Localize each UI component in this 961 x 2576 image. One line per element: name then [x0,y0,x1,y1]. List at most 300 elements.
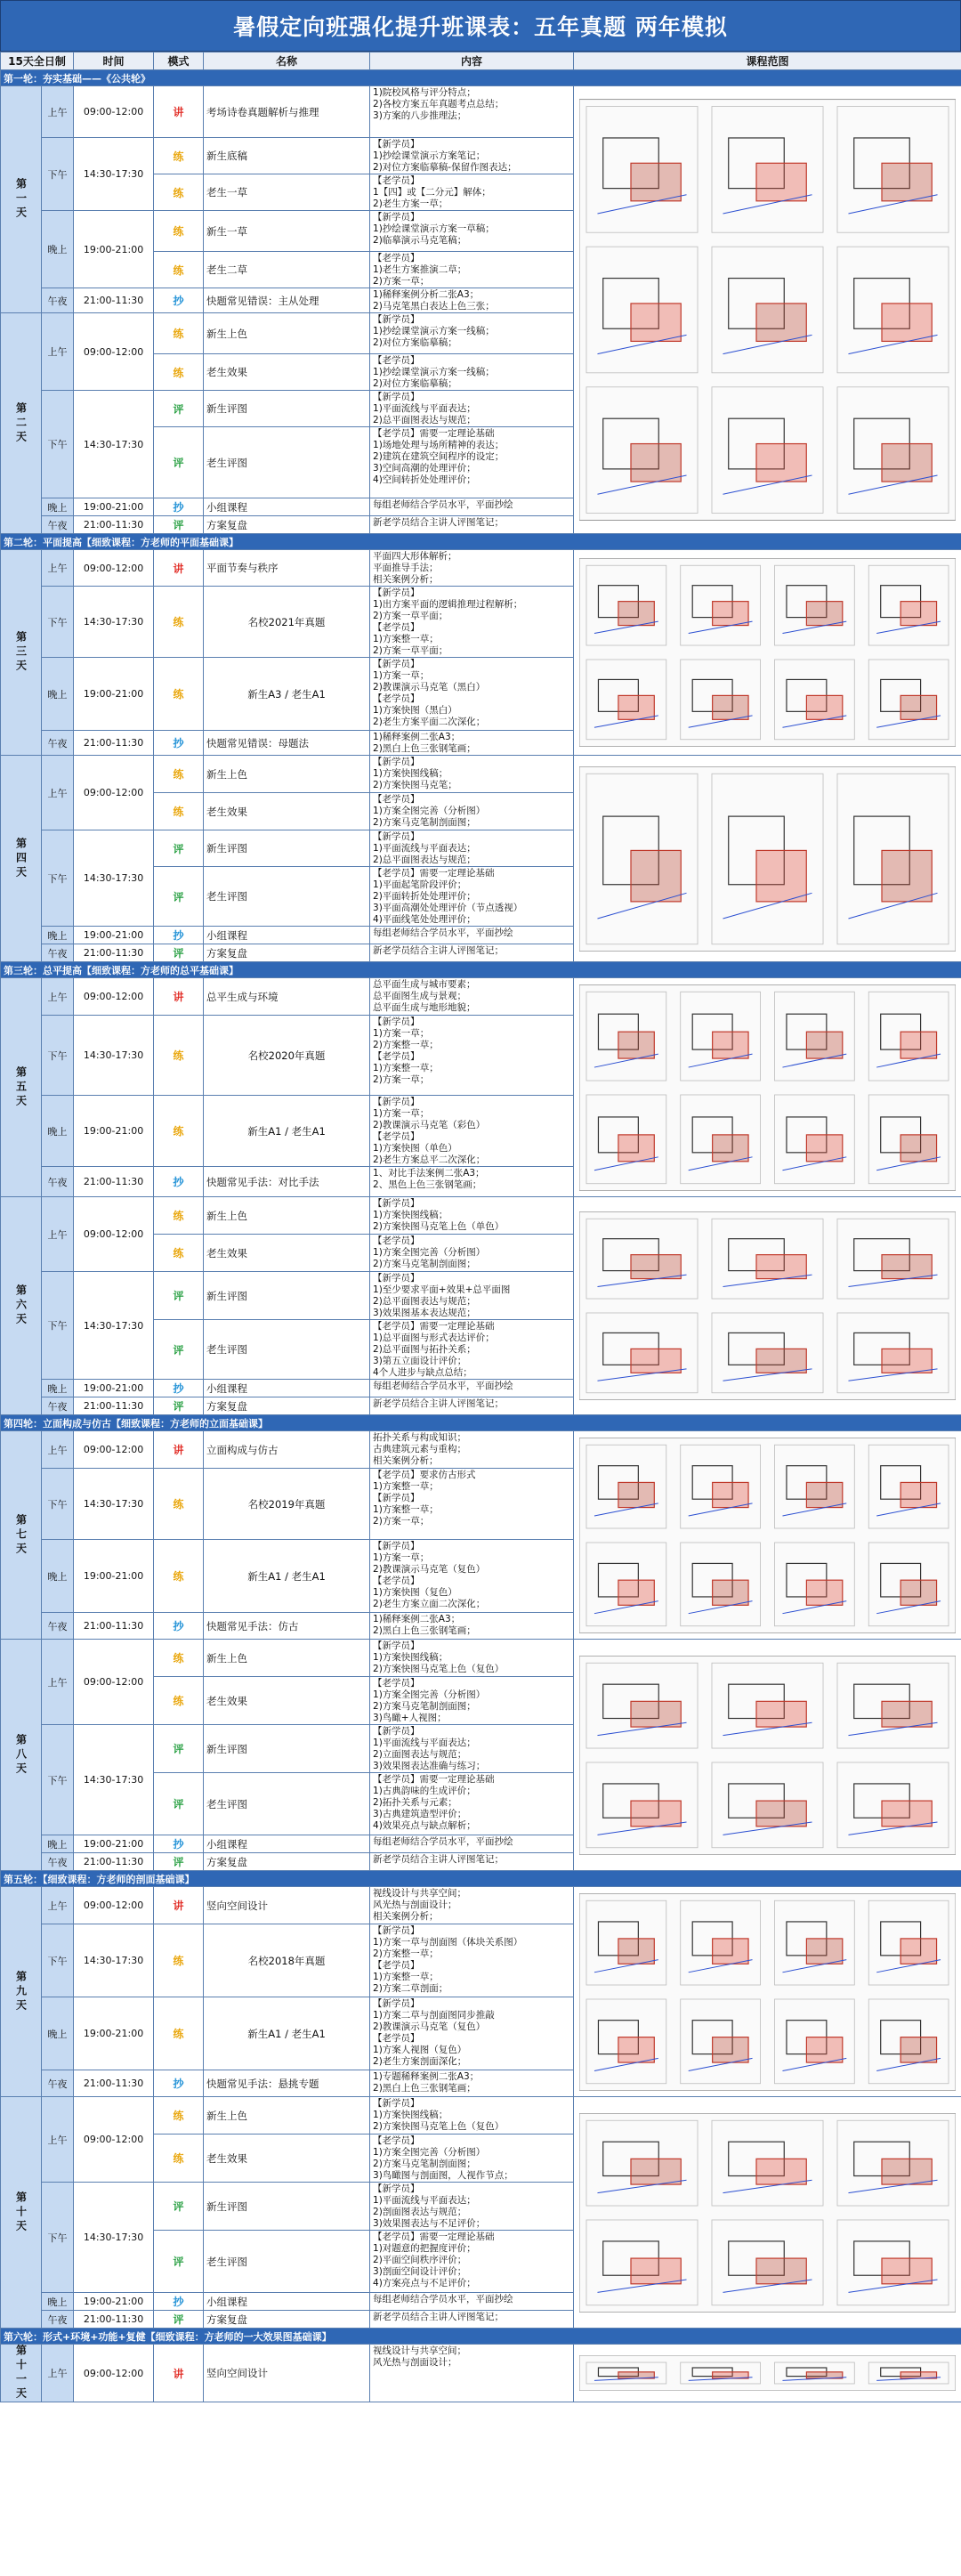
time-range: 21:00-11:30 [74,516,154,534]
day-label: 第四天 [1,756,42,962]
time-range: 14:30-17:30 [74,587,154,658]
mode-badge: 讲 [154,550,204,587]
course-content: 【老学员】需要一定理论基础 1)场地处理与场所精神的表达； 2)建筑在建筑空间程序的设定； 3)空间高潮的处理评价； 4)空间转折处处理评价； [370,427,574,498]
mode-badge: 练 [154,756,204,793]
mode-badge: 练 [154,354,204,391]
period-label: 晚上 [42,1096,74,1167]
mode-badge: 讲 [154,1887,204,1924]
time-range: 14:30-17:30 [74,391,154,498]
course-sample-image [574,2345,961,2402]
course-content: 每组老师结合学员水平，平面抄绘 [370,498,574,516]
mode-badge: 练 [154,658,204,731]
course-name: 新生上色 [204,2097,370,2135]
course-name: 新生上色 [204,1640,370,1677]
section-row [1,1871,961,1887]
course-name: 名校2021年真题 [204,587,370,658]
time-range: 21:00-11:30 [74,944,154,962]
course-content: 【老学员】 1)方案全图完善（分析图） 2)方案马克笔制剖面图； 3)鸟瞰图与剖面图，人视作节点； [370,2135,574,2183]
period-label: 上午 [42,2345,74,2402]
mode-badge: 练 [154,1469,204,1540]
day-label: 第十天 [1,2097,42,2329]
course-content: 1)专题稀释案例二张A3； 2)黑白上色三张钢笔画； [370,2070,574,2097]
course-content: 【新学员】 1)方案快图线稿； 2)方案快图马克笔； [370,756,574,793]
period-label: 上午 [42,1887,74,1924]
mode-badge: 评 [154,1725,204,1773]
course-sample-image [574,86,961,534]
period-label: 下午 [42,1016,74,1096]
period-label: 下午 [42,830,74,927]
course-name: 新生A1 / 老生A1 [204,1096,370,1167]
time-range: 09:00-12:00 [74,756,154,830]
sketch-drawing [579,99,956,521]
course-sample-image [574,1197,961,1415]
course-content: 【新学员】 1)方案一草； 2)教课演示马克笔（黑白） 【老学员】 1)方案快图（黑白） 2)老生方案平面二次深化； [370,658,574,731]
course-content: 【老学员】 1)方案全图完善（分析图） 2)方案马克笔制剖面图； [370,1235,574,1272]
course-name: 新生上色 [204,313,370,354]
course-content: 视线设计与共享空间； 风光热与剖面设计； [370,2345,574,2402]
course-content: 【新学员】 1)抄绘课堂演示方案笔记； 2)对位方案临摹稿-保留作图表达； [370,138,574,174]
time-range: 19:00-21:00 [74,1997,154,2070]
mode-badge: 抄 [154,1835,204,1853]
course-content: 每组老师结合学员水平，平面抄绘 [370,2293,574,2311]
time-range: 14:30-17:30 [74,1272,154,1380]
course-name: 新生A1 / 老生A1 [204,1997,370,2070]
time-range: 09:00-12:00 [74,86,154,138]
course-name: 名校2020年真题 [204,1016,370,1096]
sketch-drawing [579,766,956,952]
mode-badge: 抄 [154,731,204,756]
mode-badge: 讲 [154,978,204,1016]
course-name: 老生效果 [204,793,370,830]
course-name: 老生评图 [204,427,370,498]
course-name: 小组课程 [204,927,370,944]
time-range: 09:00-12:00 [74,1887,154,1924]
mode-badge: 练 [154,1016,204,1096]
course-sample-image [574,1431,961,1640]
course-name: 老生效果 [204,354,370,391]
period-label: 午夜 [42,1167,74,1197]
mode-badge: 抄 [154,288,204,313]
course-content: 1)院校风格与评分特点； 2)各校方案五年真题考点总结； 3)方案的八步推理法； [370,86,574,138]
day-label: 第三天 [1,550,42,756]
section-row [1,1415,961,1431]
time-range: 21:00-11:30 [74,1397,154,1415]
course-name: 竖向空间设计 [204,1887,370,1924]
mode-badge: 评 [154,516,204,534]
course-content: 【新学员】 1)出方案平面的逻辑推理过程解析； 2)方案一草平面； 【老学员】 1)方案整一草； 2)方案一草平面； [370,587,574,658]
mode-badge: 评 [154,1272,204,1320]
course-sample-image [574,1640,961,1871]
course-name: 小组课程 [204,498,370,516]
mode-badge: 抄 [154,2070,204,2097]
header-name: 名称 [204,53,370,70]
course-name: 方案复盘 [204,944,370,962]
period-label: 晚上 [42,1380,74,1397]
course-name: 新生上色 [204,756,370,793]
course-content: 【老学员】 1)老生方案推演二草； 2)方案一草； [370,252,574,288]
period-label: 午夜 [42,1397,74,1415]
period-label: 下午 [42,1725,74,1835]
mode-badge: 评 [154,2231,204,2293]
course-content: 【老学员】需要一定理论基础 1)总平面图与形式表达评价； 2)总平面图与拓扑关系； 3)第五立面设计评价； 4个人进步与缺点总结； [370,1320,574,1380]
time-range: 09:00-12:00 [74,1640,154,1725]
time-range: 09:00-12:00 [74,313,154,391]
course-content: 【老学员】需要一定理论基础 1)古典韵味的生成评价； 2)拓扑关系与元素； 3)古典建筑造型评价； 4)效果亮点与缺点解析； [370,1773,574,1835]
day-label: 第八天 [1,1640,42,1871]
day-label: 第一天 [1,86,42,313]
mode-badge: 练 [154,1997,204,2070]
time-range: 21:00-11:30 [74,2311,154,2329]
course-content: 【老学员】 1)方案全图完善（分析图） 2)方案马克笔制剖面图； 3)鸟瞰+人视图； [370,1677,574,1725]
period-label: 上午 [42,1640,74,1725]
time-range: 09:00-12:00 [74,1431,154,1469]
mode-badge: 讲 [154,1431,204,1469]
course-name: 老生评图 [204,867,370,927]
time-range: 21:00-11:30 [74,731,154,756]
mode-badge: 评 [154,944,204,962]
period-label: 午夜 [42,516,74,534]
course-name: 总平生成与环境 [204,978,370,1016]
mode-badge: 练 [154,252,204,288]
mode-badge: 评 [154,391,204,427]
time-range: 14:30-17:30 [74,1469,154,1540]
course-name: 小组课程 [204,1835,370,1853]
course-name: 名校2019年真题 [204,1469,370,1540]
time-range: 09:00-12:00 [74,2345,154,2402]
course-content: 1、对比手法案例二张A3； 2、黑色上色三张钢笔画； [370,1167,574,1197]
course-name: 方案复盘 [204,1397,370,1415]
period-label: 上午 [42,550,74,587]
schedule-row [1,86,961,138]
course-name: 快题常见手法：对比手法 [204,1167,370,1197]
course-content: 【新学员】 1)平面流线与平面表达； 2)总平面图表达与规范； [370,391,574,427]
course-name: 老生一草 [204,174,370,211]
course-content: 【老学员】 1)抄绘课堂演示方案一线稿； 2)对位方案临摹稿； [370,354,574,391]
mode-badge: 练 [154,587,204,658]
header-content: 内容 [370,53,574,70]
header-time: 时间 [74,53,154,70]
section-row [1,70,961,86]
period-label: 晚上 [42,2293,74,2311]
time-range: 19:00-21:00 [74,1835,154,1853]
time-range: 19:00-21:00 [74,1096,154,1167]
time-range: 19:00-21:00 [74,658,154,731]
sketch-drawing [579,2113,956,2313]
period-label: 晚上 [42,658,74,731]
mode-badge: 练 [154,2135,204,2183]
course-name: 快题常见错误：主从处理 [204,288,370,313]
time-range: 19:00-21:00 [74,2293,154,2311]
period-label: 下午 [42,391,74,498]
time-range: 21:00-11:30 [74,1167,154,1197]
course-content: 每组老师结合学员水平，平面抄绘 [370,1835,574,1853]
course-name: 老生效果 [204,2135,370,2183]
time-range: 09:00-12:00 [74,1197,154,1272]
course-name: 老生效果 [204,1235,370,1272]
section-title: 第二轮：平面提高【细致课程：方老师的平面基础课】 [1,534,961,550]
mode-badge: 练 [154,1197,204,1235]
mode-badge: 抄 [154,1380,204,1397]
period-label: 午夜 [42,288,74,313]
course-name: 小组课程 [204,1380,370,1397]
course-content: 视线设计与共享空间； 风光热与剖面设计； 相关案例分析； [370,1887,574,1924]
course-content: 1)稀释案例分析二张A3； 2)马克笔黑白表达上色三张； [370,288,574,313]
period-label: 午夜 [42,2070,74,2097]
day-label: 第六天 [1,1197,42,1415]
mode-badge: 抄 [154,498,204,516]
period-label: 上午 [42,978,74,1016]
day-label: 第十一天 [1,2345,42,2402]
course-name: 平面节奏与秩序 [204,550,370,587]
time-range: 09:00-12:00 [74,2097,154,2183]
course-content: 1)稀释案例二张A3； 2)黑白上色三张钢笔画； [370,731,574,756]
time-range: 09:00-12:00 [74,978,154,1016]
period-label: 晚上 [42,498,74,516]
mode-badge: 抄 [154,1167,204,1197]
section-title: 第五轮：【细致课程：方老师的剖面基础课】 [1,1871,961,1887]
course-name: 新生A1 / 老生A1 [204,1540,370,1613]
course-name: 老生效果 [204,1677,370,1725]
course-content: 新老学员结合主讲人评图笔记； [370,1397,574,1415]
course-content: 【老学员】需要一定理论基础 1)对题意的把握度评价； 2)平面空间秩序评价； 3)剖面空间设计评价； 4)方案亮点与不足评价； [370,2231,574,2293]
mode-badge: 抄 [154,927,204,944]
sketch-drawing [579,1438,956,1633]
course-name: 立面构成与仿古 [204,1431,370,1469]
period-label: 午夜 [42,944,74,962]
mode-badge: 练 [154,1677,204,1725]
time-range: 14:30-17:30 [74,1016,154,1096]
mode-badge: 练 [154,1640,204,1677]
mode-badge: 练 [154,211,204,252]
course-content: 总平面生成与城市要素； 总平面图生成与景观； 总平面生成与地形地貌； [370,978,574,1016]
page-title: 暑假定向班强化提升班课表：五年真题 两年模拟 [0,0,961,52]
sketch-drawing [579,984,956,1191]
course-content: 【老学员】需要一定理论基础 1)平面起笔阶段评价； 2)平面转折处处理评价； 3)平面高潮处处理评价（节点透视） 4)平面线笔处处理评价； [370,867,574,927]
course-name: 新生评图 [204,1272,370,1320]
course-content: 【新学员】 1)方案一草； 2)方案整一草； 【老学员】 1)方案整一草； 2)方案一草； [370,1016,574,1096]
period-label: 午夜 [42,731,74,756]
course-content: 新老学员结合主讲人评图笔记； [370,2311,574,2329]
section-row [1,2329,961,2345]
header-row [1,53,961,70]
period-label: 午夜 [42,1853,74,1871]
course-sample-image [574,2097,961,2329]
course-name: 方案复盘 [204,516,370,534]
mode-badge: 评 [154,2311,204,2329]
section-row [1,962,961,978]
day-label: 第七天 [1,1431,42,1640]
course-content: 【新学员】 1)抄绘课堂演示方案一草稿； 2)临摹演示马克笔稿； [370,211,574,252]
mode-badge: 练 [154,1235,204,1272]
period-label: 午夜 [42,2311,74,2329]
section-row [1,534,961,550]
time-range: 21:00-11:30 [74,1853,154,1871]
course-name: 考场诗卷真题解析与推理 [204,86,370,138]
course-content: 【新学员】 1)方案一草； 2)教课演示马克笔（彩色） 【老学员】 1)方案快图（单色） 2)老生方案总平二次深化； [370,1096,574,1167]
time-range: 14:30-17:30 [74,830,154,927]
schedule-row [1,1640,961,1677]
section-title: 第六轮：形式+环境+功能+复健【细致课程：方老师的一大效果图基础课】 [1,2329,961,2345]
mode-badge: 评 [154,1397,204,1415]
day-label: 第五天 [1,978,42,1197]
course-content: 平面四大形体解析； 平面推导手法； 相关案例分析； [370,550,574,587]
period-label: 晚上 [42,1835,74,1853]
course-sample-image [574,550,961,756]
time-range: 19:00-21:00 [74,1380,154,1397]
period-label: 晚上 [42,1997,74,2070]
course-content: 【新学员】 1)方案一草与剖面图（体块关系图） 2)方案整一草； 【老学员】 1)方案整一草； 2)方案二草剖面； [370,1924,574,1997]
mode-badge: 练 [154,138,204,174]
course-name: 方案复盘 [204,1853,370,1871]
time-range: 09:00-12:00 [74,550,154,587]
course-content: 新老学员结合主讲人评图笔记； [370,944,574,962]
course-content: 【新学员】 1)平面流线与平面表达； 2)立面图表达与规范； 3)效果图表达准确与练习； [370,1725,574,1773]
section-title: 第一轮：夯实基础——《公共轮》 [1,70,961,86]
period-label: 上午 [42,313,74,391]
course-content: 【新学员】 1)抄绘课堂演示方案一线稿； 2)对位方案临摹稿； [370,313,574,354]
time-range: 21:00-11:30 [74,288,154,313]
section-title: 第三轮：总平提高【细致课程：方老师的总平基础课】 [1,962,961,978]
period-label: 午夜 [42,1613,74,1640]
course-name: 新生评图 [204,2183,370,2231]
mode-badge: 抄 [154,1613,204,1640]
mode-badge: 练 [154,1540,204,1613]
period-label: 下午 [42,1924,74,1997]
period-label: 上午 [42,756,74,830]
mode-badge: 练 [154,2097,204,2135]
course-content: 每组老师结合学员水平，平面抄绘 [370,927,574,944]
course-content: 【新学员】 1)方案快图线稿； 2)方案快图马克笔上色（复色） [370,1640,574,1677]
course-name: 老生评图 [204,2231,370,2293]
time-range: 19:00-21:00 [74,1540,154,1613]
time-range: 19:00-21:00 [74,211,154,288]
course-name: 新生评图 [204,1725,370,1773]
course-name: 方案复盘 [204,2311,370,2329]
mode-badge: 练 [154,1096,204,1167]
course-name: 快题常见手法：悬挑专题 [204,2070,370,2097]
period-label: 晚上 [42,211,74,288]
course-content: 新老学员结合主讲人评图笔记； [370,516,574,534]
period-label: 上午 [42,2097,74,2183]
course-content: 新老学员结合主讲人评图笔记； [370,1853,574,1871]
schedule-row [1,756,961,793]
day-label: 第二天 [1,313,42,534]
course-name: 小组课程 [204,2293,370,2311]
sketch-drawing [579,1211,956,1400]
time-range: 19:00-21:00 [74,498,154,516]
course-name: 快题常见手法：仿古 [204,1613,370,1640]
period-label: 下午 [42,587,74,658]
course-content: 【老学员】 1)方案全图完善（分析图） 2)方案马克笔制剖面图； [370,793,574,830]
schedule-row [1,2345,961,2402]
course-sample-image [574,978,961,1197]
mode-badge: 练 [154,313,204,354]
mode-badge: 练 [154,793,204,830]
day-label: 第九天 [1,1887,42,2097]
course-content: 【新学员】 1)至少要求平面+效果+总平面图 2)总平面图表达与规范； 3)效果图基本表达规范； [370,1272,574,1320]
mode-badge: 讲 [154,2345,204,2402]
course-name: 老生评图 [204,1773,370,1835]
course-content: 【新学员】 1)平面流线与平面表达； 2)剖面图表达与规范； 3)效果图表达与不足评价； [370,2183,574,2231]
header-days: 15天全日制 [1,53,74,70]
course-name: 新生底稿 [204,138,370,174]
course-content: 【新学员】 1)平面流线与平面表达； 2)总平面图表达与规范； [370,830,574,867]
mode-badge: 评 [154,1853,204,1871]
course-content: 【新学员】 1)方案快图线稿； 2)方案快图马克笔上色（复色） [370,2097,574,2135]
time-range: 21:00-11:30 [74,1613,154,1640]
mode-badge: 评 [154,1320,204,1380]
course-content: 1)稀释案例二张A3； 2)黑白上色三张钢笔画； [370,1613,574,1640]
sketch-drawing [579,1893,956,2091]
period-label: 上午 [42,1431,74,1469]
course-name: 新生一草 [204,211,370,252]
period-label: 上午 [42,86,74,138]
time-range: 14:30-17:30 [74,138,154,211]
mode-badge: 评 [154,867,204,927]
course-name: 名校2018年真题 [204,1924,370,1997]
time-range: 14:30-17:30 [74,1924,154,1997]
section-title: 第四轮：立面构成与仿古【细致课程：方老师的立面基础课】 [1,1415,961,1431]
time-range: 14:30-17:30 [74,2183,154,2293]
course-content: 【新学员】 1)方案一草； 2)教课演示马克笔（复色） 【老学员】 1)方案快图（复色） 2)老生方案立面二次深化； [370,1540,574,1613]
course-name: 快题常见错误：母题法 [204,731,370,756]
time-range: 19:00-21:00 [74,927,154,944]
course-name: 新生评图 [204,830,370,867]
schedule-table [0,52,961,2402]
period-label: 下午 [42,1469,74,1540]
period-label: 晚上 [42,1540,74,1613]
sketch-drawing [579,2355,956,2391]
header-mode: 模式 [154,53,204,70]
course-name: 新生上色 [204,1197,370,1235]
period-label: 晚上 [42,927,74,944]
schedule-row [1,1431,961,1469]
course-name: 新生评图 [204,391,370,427]
course-name: 老生评图 [204,1320,370,1380]
schedule-row [1,550,961,587]
schedule-row [1,1197,961,1235]
sketch-drawing [579,558,956,747]
course-content: 【新学员】 1)方案快图线稿； 2)方案快图马克笔上色（单色） [370,1197,574,1235]
schedule-row [1,1887,961,1924]
sketch-drawing [579,1656,956,1855]
mode-badge: 评 [154,1773,204,1835]
mode-badge: 评 [154,2183,204,2231]
period-label: 下午 [42,2183,74,2293]
mode-badge: 练 [154,174,204,211]
period-label: 上午 [42,1197,74,1272]
course-content: 拓扑关系与构成知识； 古典建筑元素与重构； 相关案例分析； [370,1431,574,1469]
time-range: 14:30-17:30 [74,1725,154,1835]
period-label: 下午 [42,138,74,211]
mode-badge: 讲 [154,86,204,138]
course-content: 每组老师结合学员水平，平面抄绘 [370,1380,574,1397]
schedule-row [1,2097,961,2135]
mode-badge: 评 [154,830,204,867]
mode-badge: 练 [154,1924,204,1997]
period-label: 下午 [42,1272,74,1380]
course-name: 新生A3 / 老生A1 [204,658,370,731]
course-name: 老生二草 [204,252,370,288]
course-content: 【老学员】要求仿古形式 1)方案整一草； 【新学员】 1)方案整一草； 2)方案一草； [370,1469,574,1540]
mode-badge: 评 [154,427,204,498]
schedule-row [1,978,961,1016]
course-sample-image [574,1887,961,2097]
course-name: 竖向空间设计 [204,2345,370,2402]
header-images: 课程范图 [574,53,961,70]
course-content: 【新学员】 1)方案二草与剖面图同步推敲 2)教课演示马克笔（复色） 【老学员】 1)方案人视图（复色） 2)老生方案剖面深化； [370,1997,574,2070]
time-range: 21:00-11:30 [74,2070,154,2097]
